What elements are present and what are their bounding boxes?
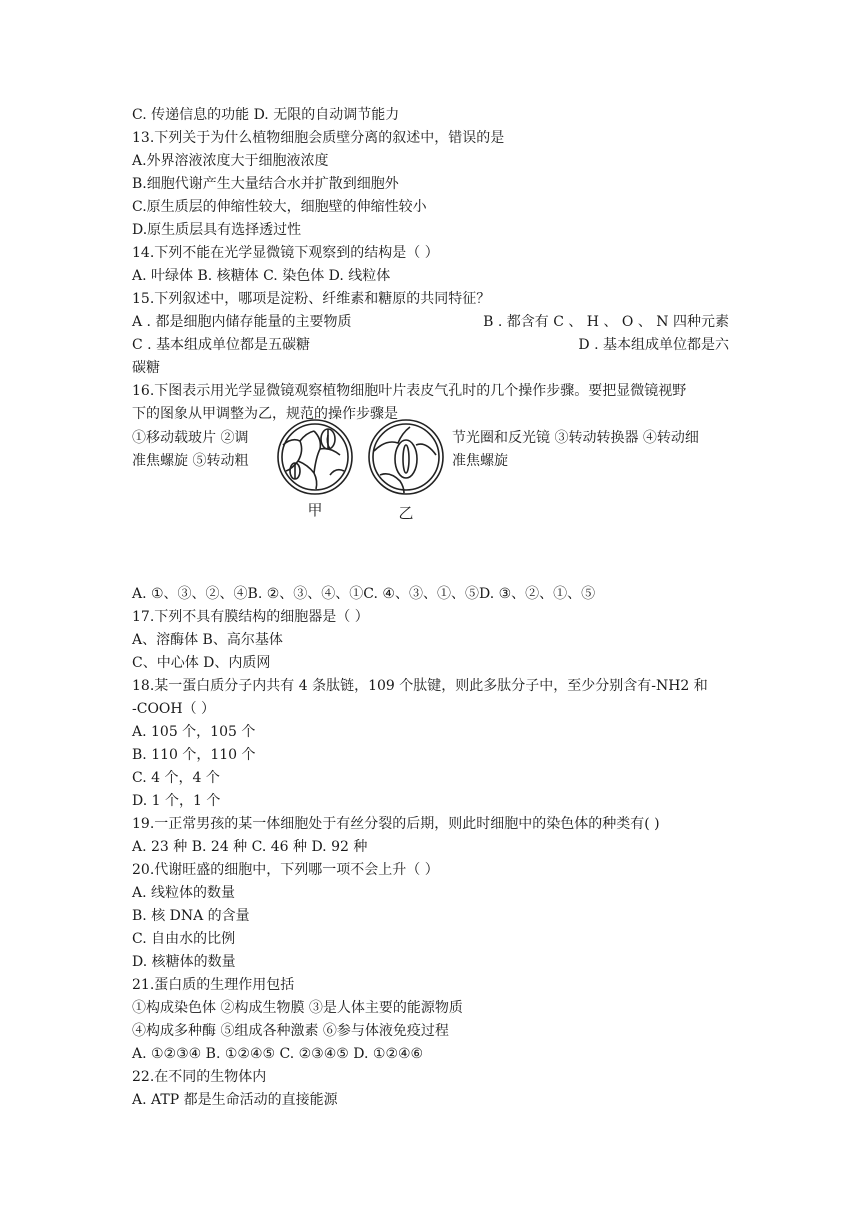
q15-stem: 15.下列叙述中，哪项是淀粉、纤维素和糖原的共同特征？ (132, 291, 491, 307)
q15-option-d-continued: 碳糖 (132, 360, 160, 376)
q16-steps-right (452, 427, 737, 473)
q19-options: A. 23 种 B. 24 种 C. 46 种 D. 92 种 (132, 839, 368, 855)
q21-items-1: ①构成染色体 ②构成生物膜 ③是人体主要的能源物质 (132, 1000, 463, 1016)
q15-option-a: A . 都是细胞内储存能量的主要物质 (132, 314, 352, 330)
q17-stem: 17.下列不具有膜结构的细胞器是（ ） (132, 609, 369, 625)
q14-stem: 14.下列不能在光学显微镜下观察到的结构是（ ） (132, 245, 439, 261)
q16-stem-continued: 下的图象从甲调整为乙，规范的操作步骤是 (132, 406, 398, 422)
q16-steps-right-line2: 准焦螺旋 (452, 453, 508, 469)
q13-option-a: A.外界溶液浓度大于细胞液浓度 (132, 153, 329, 169)
q20-option-d: D. 核糖体的数量 (132, 954, 236, 970)
field-yi (369, 420, 443, 494)
q15-option-c: C . 基本组成单位都是五碳糖 (132, 337, 311, 353)
q13-stem: 13.下列关于为什么植物细胞会质壁分离的叙述中，错误的是 (132, 130, 505, 146)
q19-stem: 19.一正常男孩的某一体细胞处于有丝分裂的后期，则此时细胞中的染色体的种类有( ) (132, 816, 660, 832)
q18-option-d: D. 1 个，1 个 (132, 793, 221, 809)
microscope-field-figure (270, 415, 446, 520)
q15-options-cd (132, 335, 729, 355)
q20-stem: 20.代谢旺盛的细胞中，下列哪一项不会上升（ ） (132, 862, 439, 878)
label-jia: 甲 (307, 501, 323, 519)
q13-option-b: B.细胞代谢产生大量结合水并扩散到细胞外 (132, 176, 399, 192)
q22-stem: 22.在不同的生物体内 (132, 1069, 267, 1085)
q22-option-a: A. ATP 都是生命活动的直接能源 (132, 1092, 338, 1108)
q16-steps-right-line1: 节光圈和反光镜 ③转动转换器 ④转动细 (452, 430, 699, 446)
q21-stem: 21.蛋白质的生理作用包括 (132, 977, 295, 993)
q16-steps-left (132, 427, 272, 473)
q17-options-cd: C、中心体 D、内质网 (132, 655, 271, 671)
q20-option-c: C. 自由水的比例 (132, 931, 236, 947)
q18-stem: 18.某一蛋白质分子内共有 4 条肽链，109 个肽键，则此多肽分子中，至少分别含有-NH2 和 (132, 678, 708, 694)
q13-option-d: D.原生质层具有选择透过性 (132, 222, 302, 238)
q18-stem-continued: -COOH（ ） (132, 701, 216, 717)
q21-items-2: ④构成多种酶 ⑤组成各种激素 ⑥参与体液免疫过程 (132, 1023, 449, 1039)
q15-option-b: B . 都含有 C 、 H 、 O 、 N 四种元素 (483, 314, 729, 330)
label-yi: 乙 (398, 504, 414, 520)
q14-options: A. 叶绿体 B. 核糖体 C. 染色体 D. 线粒体 (132, 268, 391, 284)
q20-option-a: A. 线粒体的数量 (132, 885, 236, 901)
q18-option-c: C. 4 个，4 个 (132, 770, 220, 786)
q15-options-ab (132, 312, 729, 332)
microscope-field-svg (270, 415, 446, 520)
field-jia (278, 420, 352, 494)
q17-options-ab: A、溶酶体 B、高尔基体 (132, 632, 283, 648)
q13-option-c: C.原生质层的伸缩性较大，细胞壁的伸缩性较小 (132, 199, 427, 215)
q12-options-cd: C. 传递信息的功能 D. 无限的自动调节能力 (132, 107, 400, 123)
q18-option-a: A. 105 个，105 个 (132, 724, 256, 740)
q16-steps-left-line2: 准焦螺旋 ⑤转动粗 (132, 453, 249, 469)
q16-steps-left-line1: ①移动载玻片 ②调 (132, 430, 249, 446)
q16-options: A. ①、③、②、④B. ②、③、④、①C. ④、③、①、⑤D. ③、②、①、⑤ (132, 586, 596, 602)
q15-option-d: D . 基本组成单位都是六 (578, 337, 729, 353)
q21-options: A. ①②③④ B. ①②④⑤ C. ②③④⑤ D. ①②④⑥ (132, 1046, 424, 1062)
q20-option-b: B. 核 DNA 的含量 (132, 908, 250, 924)
q18-option-b: B. 110 个，110 个 (132, 747, 256, 763)
q16-stem: 16.下图表示用光学显微镜观察植物细胞叶片表皮气孔时的几个操作步骤。要把显微镜视野 (132, 383, 687, 399)
